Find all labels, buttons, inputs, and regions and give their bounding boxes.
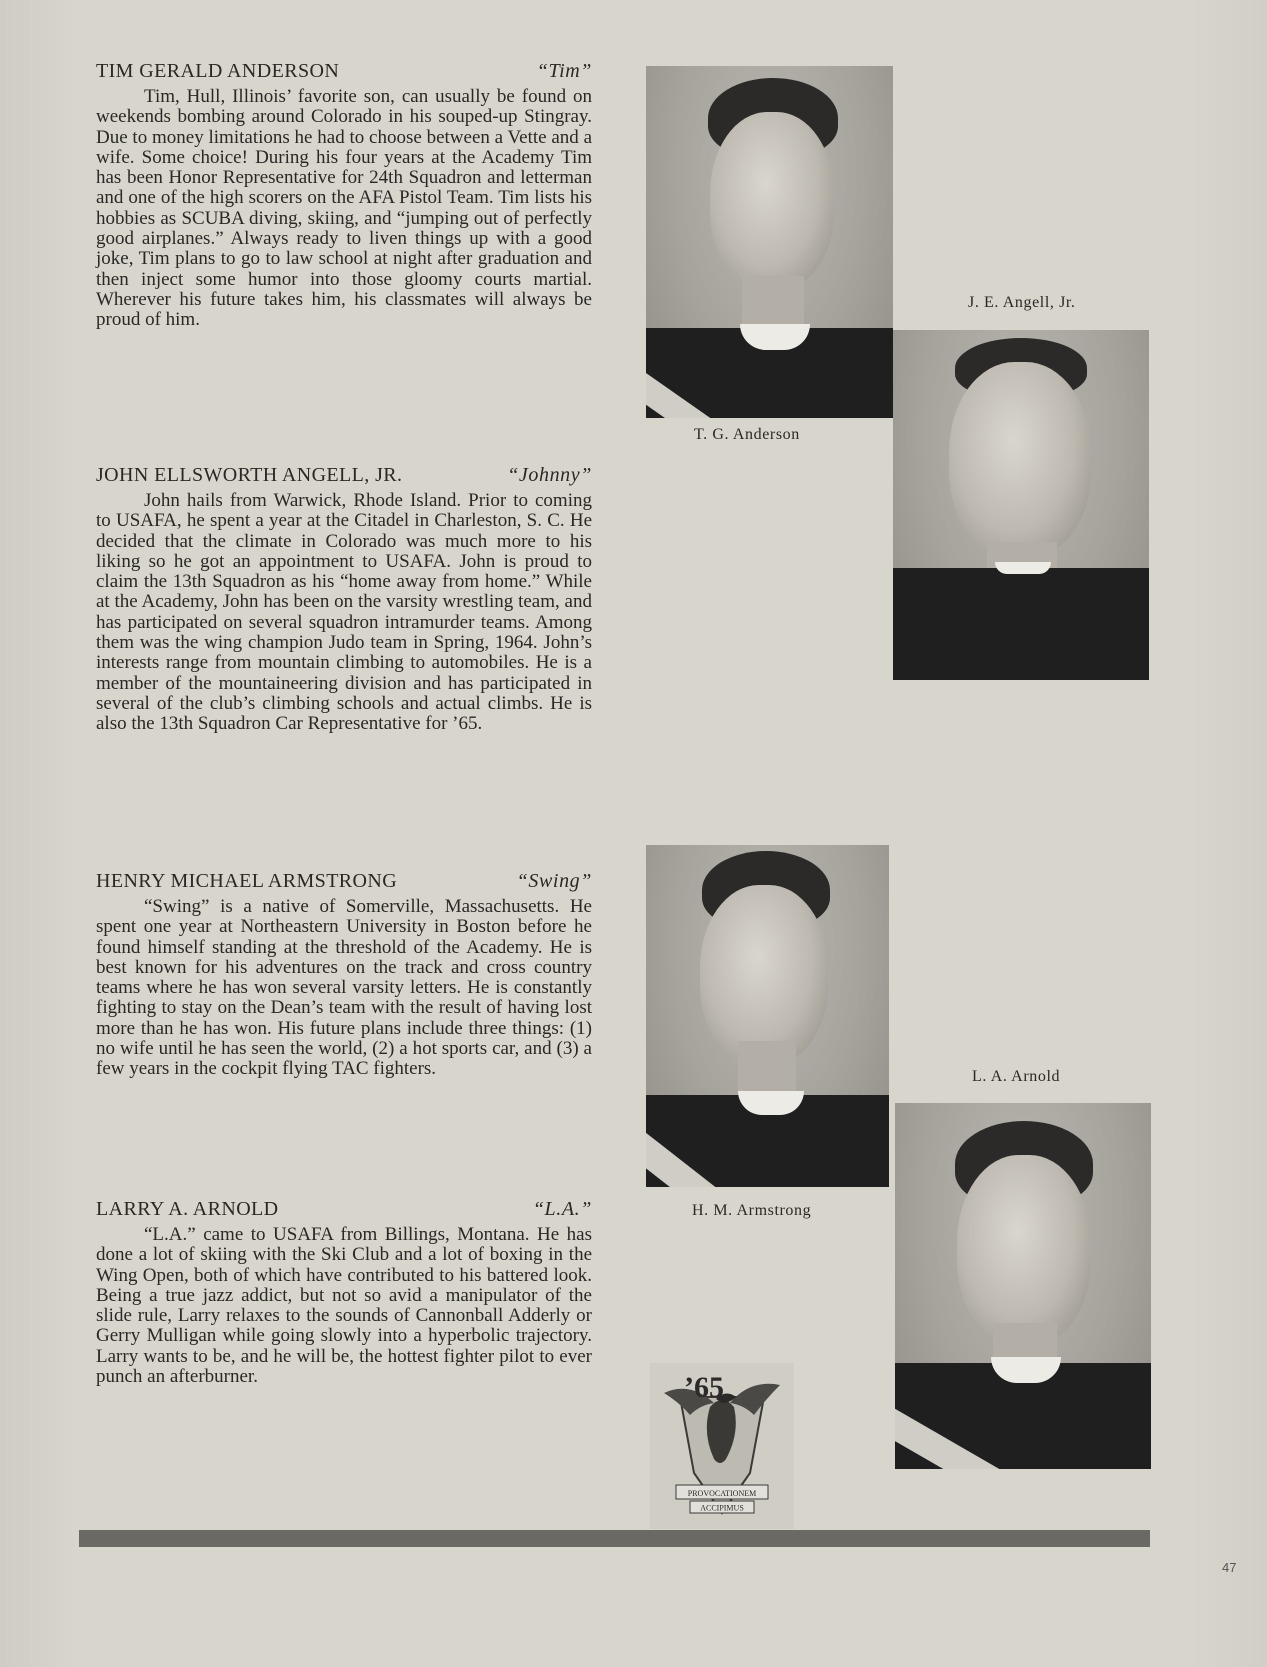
- cadet-nickname: “L.A.”: [532, 1198, 592, 1220]
- bio-header: [96, 870, 592, 893]
- photo-caption: T. G. Anderson: [694, 426, 800, 443]
- portrait-photo-anderson: [646, 66, 893, 418]
- bio-text: Tim, Hull, Illinois’ favorite son, can usually be found on weekends bombing around Colorado in his souped-up Stingray. Due to money limitations he had to choose between a Vette and a wife. Some choice! During his four years at the Academy Tim has been Honor Representative for 24th Squadron and letterman and one of the high scorers on the AFA Pistol Team. Tim lists his hobbies as SCUBA diving, skiing, and “jumping out of perfectly good airplanes.” Always ready to liven things up with a good joke, Tim plans to go to law school at night after graduation and then inject some humor into those gloomy courts martial. Wherever his future takes him, his classmates will always be proud of him.: [96, 86, 592, 331]
- bio-text: “L.A.” came to USAFA from Billings, Montana. He has done a lot of skiing with the Ski Club and a lot of boxing in the Wing Open, both of which have contributed to his battered look. Being a true jazz addict, but not so avid a manipulator of the slide rule, Larry relaxes to the sounds of Cannonball Adderly or Gerry Mulligan while going slowly into a hyperbolic trajectory. Larry wants to be, and he will be, the hottest fighter pilot to ever punch an afterburner.: [96, 1224, 592, 1388]
- bio-entry-armstrong: [96, 870, 592, 1080]
- portrait-photo-arnold: [895, 1103, 1151, 1469]
- cadet-nickname: “Tim”: [536, 60, 592, 82]
- class-crest-logo: [650, 1363, 794, 1529]
- bio-header: [96, 1198, 592, 1221]
- crest-year: ’65: [684, 1371, 724, 1404]
- page-rule-bar: [79, 1530, 1150, 1547]
- cadet-name: LARRY A. ARNOLD: [96, 1198, 279, 1220]
- portrait-photo-armstrong: [646, 845, 889, 1187]
- bio-entry-arnold: [96, 1198, 592, 1387]
- crest-motto-line2: ACCIPIMUS: [700, 1503, 744, 1513]
- cadet-name: TIM GERALD ANDERSON: [96, 60, 340, 82]
- bio-entry-anderson: [96, 60, 592, 331]
- page-number: 47: [1222, 1560, 1237, 1575]
- crest-motto-line1: PROVOCATIONEM: [687, 1489, 757, 1498]
- bio-header: [96, 464, 592, 487]
- cadet-name: HENRY MICHAEL ARMSTRONG: [96, 870, 398, 892]
- cadet-nickname: “Johnny”: [507, 464, 592, 486]
- photo-caption: J. E. Angell, Jr.: [968, 294, 1076, 311]
- bio-header: [96, 60, 592, 83]
- cadet-nickname: “Swing”: [516, 870, 592, 892]
- photo-caption: L. A. Arnold: [972, 1068, 1061, 1085]
- photo-caption: H. M. Armstrong: [692, 1202, 812, 1219]
- eagle-crest-icon: [650, 1363, 794, 1529]
- portrait-photo-angell: [893, 330, 1149, 680]
- cadet-name: JOHN ELLSWORTH ANGELL, JR.: [96, 464, 403, 486]
- bio-text: John hails from Warwick, Rhode Island. Prior to coming to USAFA, he spent a year at the Citadel in Charleston, S. C. He decided that the climate in Colorado was much more to his liking so he got an appointment to USAFA. John is proud to claim the 13th Squadron as his “home away from home.” While at the Academy, John has been on the varsity wrestling team, and has participated on several squadron intramurder teams. Among them was the wing champion Judo team in Spring, 1964. John’s interests range from mountain climbing to automobiles. He is a member of the mountaineering division and has participated in several of the club’s climbing schools and actual climbs. He is also the 13th Squadron Car Representative for ’65.: [96, 490, 592, 735]
- bio-text: “Swing” is a native of Somerville, Massachusetts. He spent one year at Northeastern University in Boston before he found himself standing at the threshold of the Academy. He is best known for his adventures on the track and cross country teams where he has won several varsity letters. He is constantly fighting to stay on the Dean’s team with the result of having lost more than he has won. His future plans include three things: (1) no wife until he has seen the world, (2) a hot sports car, and (3) a few years in the cockpit flying TAC fighters.: [96, 896, 592, 1080]
- bio-entry-angell: [96, 464, 592, 735]
